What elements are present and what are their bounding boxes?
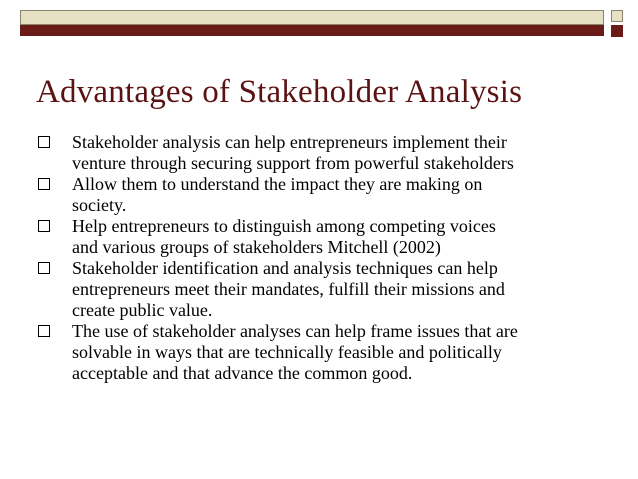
bullet-text: Help entrepreneurs to distinguish among competing voices and various groups of stakeholders Mitchell (2002) bbox=[72, 216, 496, 257]
corner-square-light bbox=[611, 10, 623, 22]
header-band-dark bbox=[20, 25, 604, 36]
square-bullet-icon bbox=[38, 325, 50, 337]
square-bullet-icon bbox=[38, 136, 50, 148]
square-bullet-icon bbox=[38, 178, 50, 190]
slide-title: Advantages of Stakeholder Analysis bbox=[36, 74, 523, 110]
square-bullet-icon bbox=[38, 262, 50, 274]
bullet-text: Stakeholder analysis can help entrepreneurs implement their venture through securing support from powerful stakeholders bbox=[72, 132, 514, 173]
bullet-text: Stakeholder identification and analysis techniques can help entrepreneurs meet their mandates, fulfill their missions and create public value. bbox=[72, 258, 505, 320]
bullet-text: Allow them to understand the impact they are making on society. bbox=[72, 174, 483, 215]
bullet-item bbox=[36, 132, 616, 174]
bullet-item bbox=[36, 258, 616, 321]
bullet-item bbox=[36, 174, 616, 216]
header-band-light bbox=[20, 10, 604, 25]
bullet-text: The use of stakeholder analyses can help frame issues that are solvable in ways that are technically feasible and politically acceptable and that advance the common good. bbox=[72, 321, 518, 383]
bullet-item bbox=[36, 216, 616, 258]
corner-square-dark bbox=[611, 25, 623, 37]
bullet-list bbox=[36, 132, 616, 384]
bullet-item bbox=[36, 321, 616, 384]
square-bullet-icon bbox=[38, 220, 50, 232]
